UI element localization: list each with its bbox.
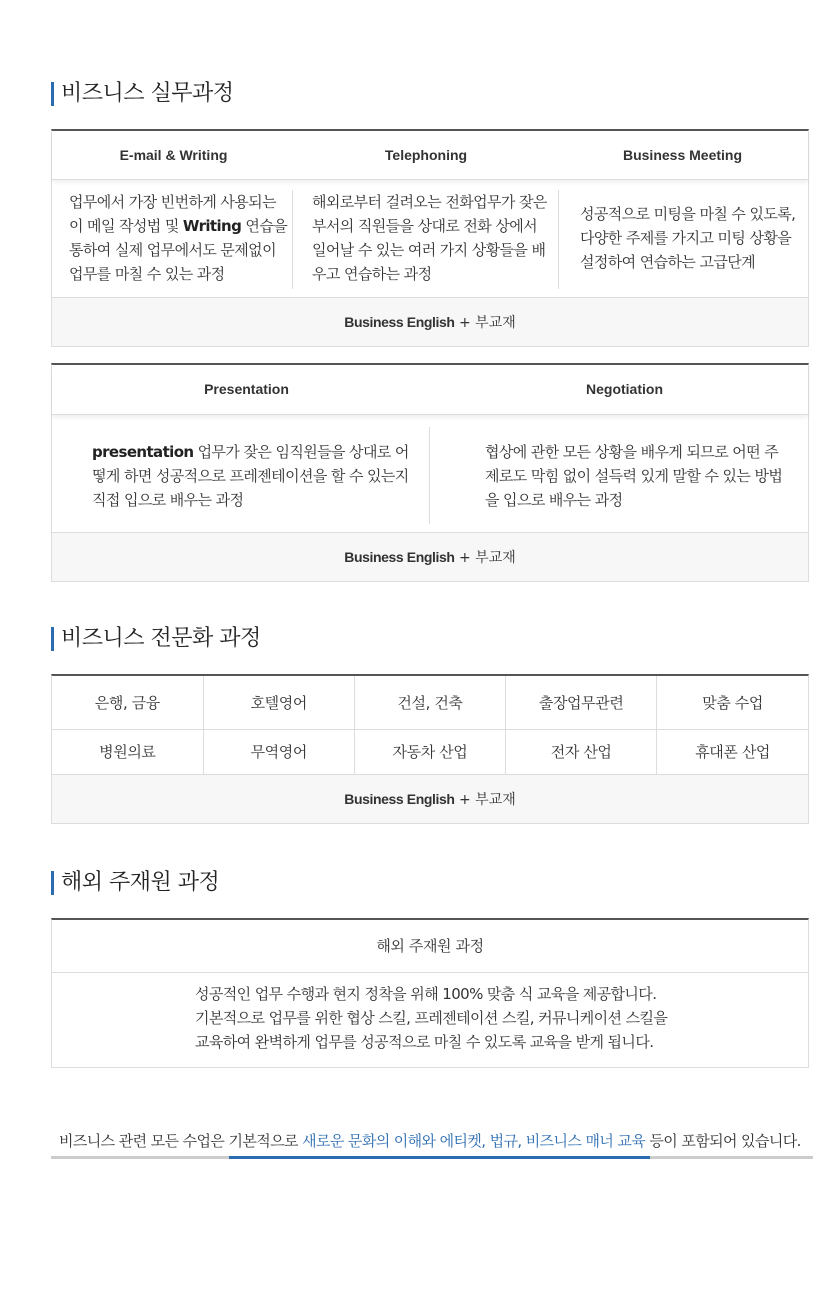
- table-cell: 무역영어: [203, 729, 354, 774]
- header-telephoning: Telephoning: [384, 147, 468, 163]
- overseas-line-2: 기본적으로 업무를 위한 협상 스킬, 프레젠테이션 스킬, 커뮤니케이션 스킬을: [195, 1009, 668, 1027]
- desc-telephoning: 해외로부터 걸려오는 전화업무가 잦은 부서의 직원들을 상대로 전화 상에서 일어날 수 있는 여러 가지 상황들을 배우고 연습하는 과정: [312, 193, 547, 283]
- practical-box-2-body: [52, 415, 808, 532]
- table-cell: 휴대폰 산업: [657, 729, 808, 774]
- table-cell: 호텔영어: [203, 676, 354, 729]
- overseas-header: 해외 주재원 과정: [52, 920, 808, 973]
- footer-business-english: Business English: [344, 314, 455, 330]
- footer-business-english: Business English: [344, 549, 455, 565]
- table-cell: 자동차 산업: [354, 729, 505, 774]
- overseas-line-1: 성공적인 업무 수행과 현지 정착을 위해 100% 맞춤 식 교육을 제공합니다.: [195, 985, 657, 1003]
- table-cell: 은행, 금융: [52, 676, 203, 729]
- practical-box-2: [51, 363, 809, 582]
- section-title-overseas: 해외 주재원 과정: [51, 871, 219, 895]
- overseas-description: [52, 973, 808, 1054]
- desc-email-writing: 업무에서 가장 빈번하게 사용되는 이 메일 작성법 및 Writing 연습을 통하여 실제 업무에서도 문제없이 업무를 마칠 수 있는 과정: [69, 193, 288, 283]
- bottom-note: [51, 1130, 813, 1159]
- table-cell: 병원의료: [52, 729, 203, 774]
- table-cell: 출장업무관련: [506, 676, 657, 729]
- footer-textbook: + 부교재: [454, 550, 516, 566]
- header-negotiation: Negotiation: [586, 381, 663, 397]
- section-title-practical: 비즈니스 실무과정: [51, 82, 234, 106]
- header-email-writing: E-mail & Writing: [119, 147, 228, 163]
- header-business-meeting: Business Meeting: [622, 147, 743, 163]
- highlight-underline: [229, 1156, 650, 1159]
- practical-box-2-header: [52, 365, 808, 415]
- desc-negotiation: 협상에 관한 모든 상황을 배우게 되므로 어떤 주제로도 막힘 없이 설득력 있게 말할 수 있는 방법을 입으로 배우는 과정: [485, 443, 783, 509]
- table-cell: 전자 산업: [506, 729, 657, 774]
- practical-box-1-footer: [52, 297, 808, 346]
- specialized-footer: [52, 775, 808, 823]
- specialized-table: [52, 676, 808, 775]
- footer-business-english: Business English: [344, 790, 455, 807]
- desc-presentation: presentation 업무가 잦은 임직원들을 상대로 어떻게 하면 성공적으로 프레젠테이션을 할 수 있는지 직접 입으로 배우는 과정: [92, 443, 409, 509]
- overseas-line-3: 교육하여 완벽하게 업무를 성공적으로 마칠 수 있도록 교육을 받게 됩니다.: [195, 1033, 654, 1051]
- header-presentation: Presentation: [204, 381, 289, 397]
- table-row: [52, 676, 808, 729]
- practical-box-2-footer: [52, 532, 808, 581]
- bottom-note-highlight: 새로운 문화의 이해와 에티켓, 법규, 비즈니스 매너 교육: [302, 1132, 646, 1150]
- desc-business-meeting: 성공적으로 미팅을 마칠 수 있도록, 다양한 주제를 가지고 미팅 상황을 설정하여 연습하는 고급단계: [580, 205, 796, 271]
- footer-textbook: + 부교재: [454, 315, 516, 331]
- section-title-specialized: 비즈니스 전문화 과정: [51, 627, 261, 651]
- overseas-box: [51, 918, 809, 1068]
- practical-box-1: [51, 129, 809, 347]
- table-cell: 맞춤 수업: [657, 676, 808, 729]
- specialized-box: [51, 674, 809, 824]
- footer-textbook: + 부교재: [454, 791, 516, 808]
- table-cell: 건설, 건축: [354, 676, 505, 729]
- table-row: [52, 729, 808, 774]
- practical-box-1-body: [52, 180, 808, 297]
- bottom-note-text: 비즈니스 관련 모든 수업은 기본적으로 새로운 문화의 이해와 에티켓, 법규, 비즈니스 매너 교육 등이 포함되어 있습니다.: [59, 1132, 801, 1150]
- practical-box-1-header: [52, 131, 808, 180]
